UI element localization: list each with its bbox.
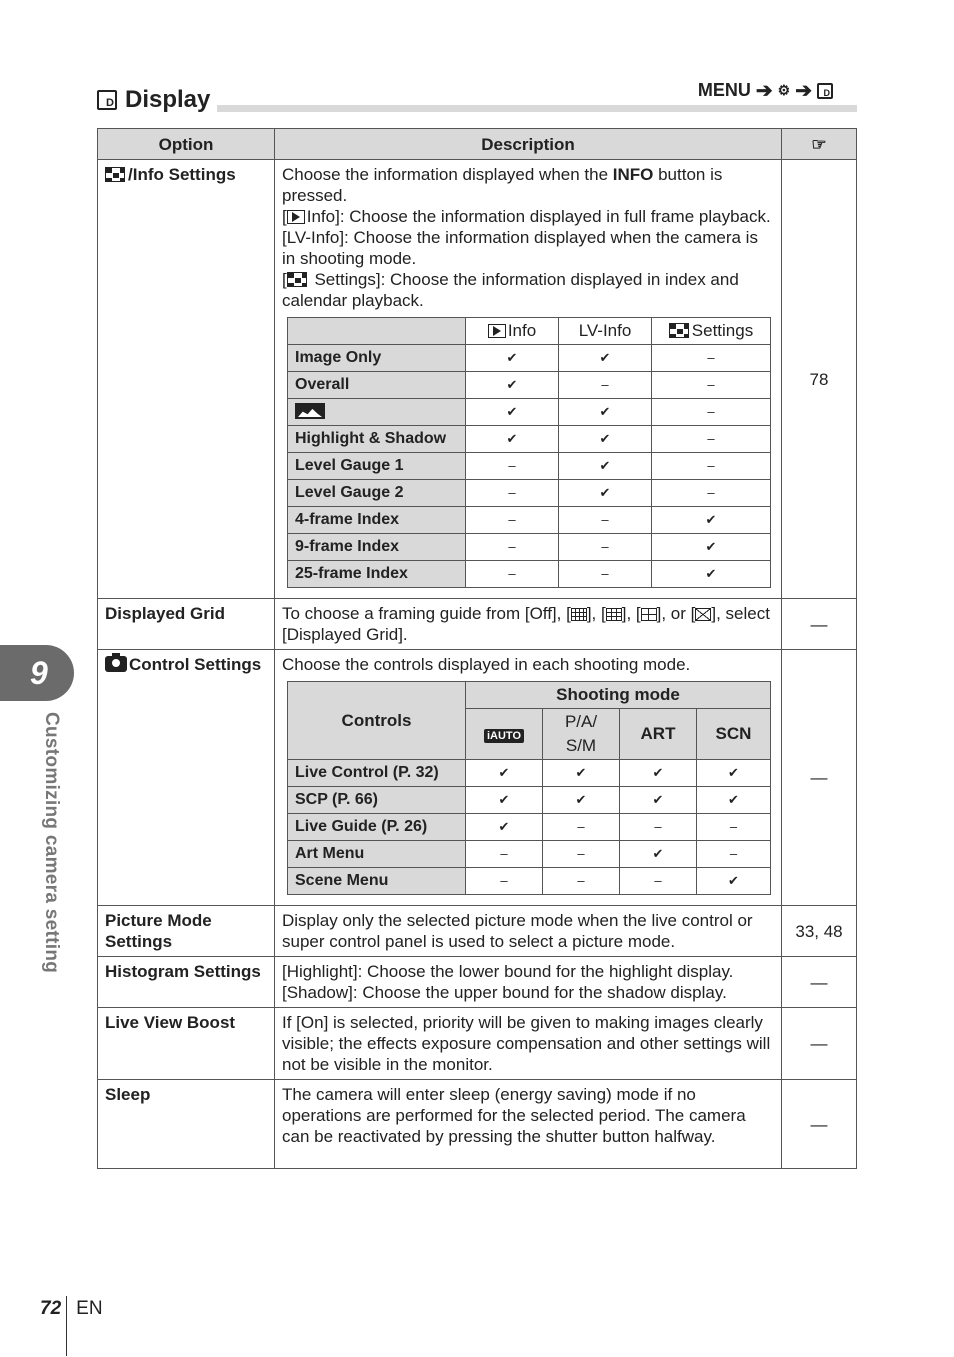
index-display-icon bbox=[669, 323, 689, 338]
page-title bbox=[97, 86, 214, 114]
arrow-icon: ➔ bbox=[755, 80, 773, 102]
page-header bbox=[97, 78, 857, 114]
table-row bbox=[98, 650, 857, 906]
display-menu-icon bbox=[817, 83, 833, 99]
table-row: Scene Menu – – – ✔ bbox=[288, 868, 771, 895]
mode-art: ART bbox=[620, 709, 697, 760]
option-info-settings: /Info Settings bbox=[98, 160, 275, 599]
language-code: EN bbox=[76, 1298, 103, 1319]
playback-icon bbox=[287, 210, 305, 224]
table-row bbox=[98, 1080, 857, 1169]
table-row bbox=[98, 160, 857, 599]
table-row: Live Control (P. 32) ✔ ✔ ✔ ✔ bbox=[288, 760, 771, 787]
description-sleep: The camera will enter sleep (energy saving) mode if no operations are performed for the selected period. The camera can be reactivated by pressing the shutter button halfway. bbox=[275, 1080, 782, 1169]
chapter-side-label: Customizing camera setting bbox=[41, 712, 62, 974]
col-info: Info bbox=[466, 318, 559, 345]
table-row: 9-frame Index – – ✔ bbox=[288, 534, 771, 561]
table-row bbox=[98, 906, 857, 957]
reference-page: — bbox=[782, 1008, 857, 1080]
table-row: Level Gauge 1 – ✔ – bbox=[288, 453, 771, 480]
index-display-icon bbox=[105, 167, 125, 182]
header-rule bbox=[217, 105, 857, 112]
table-row bbox=[98, 957, 857, 1008]
control-settings-subtable bbox=[287, 681, 771, 895]
description-live-view-boost: If [On] is selected, priority will be given to making images clearly visible; the effects exposure compensation and other settings will not be visible in the monitor. bbox=[275, 1008, 782, 1080]
index-display-icon bbox=[287, 272, 307, 287]
info-settings-subtable bbox=[287, 317, 771, 588]
mode-scn: SCN bbox=[697, 709, 771, 760]
grid-rule-of-thirds-icon bbox=[571, 608, 587, 621]
table-header-row bbox=[98, 129, 857, 160]
description-displayed-grid: To choose a framing guide from [Off], [ ], [ ], [ ], or [ ], select [Displayed Grid]. bbox=[275, 599, 782, 650]
col-index-settings: Settings bbox=[652, 318, 771, 345]
reference-page: — bbox=[782, 1080, 857, 1169]
arrow-icon: ➔ bbox=[795, 80, 812, 102]
chapter-tab bbox=[0, 645, 74, 701]
table-row: 4-frame Index – – ✔ bbox=[288, 507, 771, 534]
col-lv-info: LV-Info bbox=[559, 318, 652, 345]
option-live-view-boost: Live View Boost bbox=[98, 1008, 275, 1080]
description-histogram-settings: [Highlight]: Choose the lower bound for the highlight display. [Shadow]: Choose the upper bound for the shadow display. bbox=[275, 957, 782, 1008]
header-option: Option bbox=[98, 129, 275, 160]
reference-page: — bbox=[782, 650, 857, 906]
description-picture-mode-settings: Display only the selected picture mode when the live control or super control panel is used to select a picture mode. bbox=[275, 906, 782, 957]
custom-menu-gear-icon: ⚙ bbox=[777, 82, 791, 98]
page-number: 72 bbox=[40, 1298, 62, 1319]
option-displayed-grid: Displayed Grid bbox=[98, 599, 275, 650]
option-control-settings: Control Settings bbox=[98, 650, 275, 906]
histogram-icon bbox=[295, 403, 325, 419]
description-info-settings: Choose the information displayed when the INFO button is pressed. [ Info]: Choose the information displayed in full frame playback. [LV-Info]: Choose the information displayed when the camera is in shooting mode. [ Settings]: Choose the information displayed in index and calendar playback. Info LV-Info Settings Image Only ✔ ✔ – Overall ✔ – – ✔ ✔ – Highlight & Shadow ✔ ✔ – Level Gauge 1 – ✔ – Level Gauge 2 – ✔ – 4-frame Index – – ✔ 9-frame Index – – ✔ 25-frame Index – – ✔ bbox=[275, 160, 782, 599]
menu-label: MENU bbox=[697, 80, 751, 100]
menu-path bbox=[698, 78, 833, 103]
table-row: Image Only ✔ ✔ – bbox=[288, 345, 771, 372]
table-row bbox=[98, 599, 857, 650]
option-sleep: Sleep bbox=[98, 1080, 275, 1169]
settings-table bbox=[97, 128, 857, 1169]
option-picture-mode-settings: Picture Mode Settings bbox=[98, 906, 275, 957]
table-row: 25-frame Index – – ✔ bbox=[288, 561, 771, 588]
grid-center-cross-icon bbox=[641, 608, 657, 621]
table-row: Art Menu – – ✔ – bbox=[288, 841, 771, 868]
info-button-label: INFO bbox=[612, 165, 654, 184]
table-row: Level Gauge 2 – ✔ – bbox=[288, 480, 771, 507]
description-control-settings: Choose the controls displayed in each shooting mode. Controls Shooting mode iAUTO P/A/ S/M ART SCN Live Control (P. 32) ✔ ✔ ✔ ✔ SCP (P. 66) ✔ ✔ ✔ ✔ Live Guide (P. 26) ✔ – – – Art Menu – – ✔ – Scene Menu – – – ✔ bbox=[275, 650, 782, 906]
reference-page: — bbox=[782, 599, 857, 650]
footer-divider bbox=[66, 1296, 67, 1356]
header-description: Description bbox=[275, 129, 782, 160]
table-row: SCP (P. 66) ✔ ✔ ✔ ✔ bbox=[288, 787, 771, 814]
table-row: ✔ ✔ – bbox=[288, 399, 771, 426]
table-row: Live Guide (P. 26) ✔ – – – bbox=[288, 814, 771, 841]
reference-page: 78 bbox=[782, 160, 857, 599]
table-row bbox=[98, 1008, 857, 1080]
mode-iauto: iAUTO bbox=[466, 709, 543, 760]
page-title-text: Display bbox=[125, 86, 211, 113]
playback-icon bbox=[488, 324, 506, 338]
reference-page: 33, 48 bbox=[782, 906, 857, 957]
grid-diagonal-icon bbox=[695, 608, 711, 621]
chapter-number: 9 bbox=[30, 655, 48, 691]
display-menu-icon bbox=[97, 90, 117, 110]
mode-pasm: P/A/ S/M bbox=[543, 709, 620, 760]
reference-page: — bbox=[782, 957, 857, 1008]
grid-golden-ratio-icon bbox=[606, 608, 622, 621]
header-reference-icon: ☞ bbox=[782, 129, 857, 160]
table-row: Overall ✔ – – bbox=[288, 372, 771, 399]
col-controls: Controls bbox=[288, 682, 466, 760]
option-histogram-settings: Histogram Settings bbox=[98, 957, 275, 1008]
table-row: Highlight & Shadow ✔ ✔ – bbox=[288, 426, 771, 453]
camera-icon bbox=[105, 656, 127, 672]
col-group-shooting-mode: Shooting mode bbox=[466, 682, 771, 709]
page-footer bbox=[40, 1298, 103, 1320]
